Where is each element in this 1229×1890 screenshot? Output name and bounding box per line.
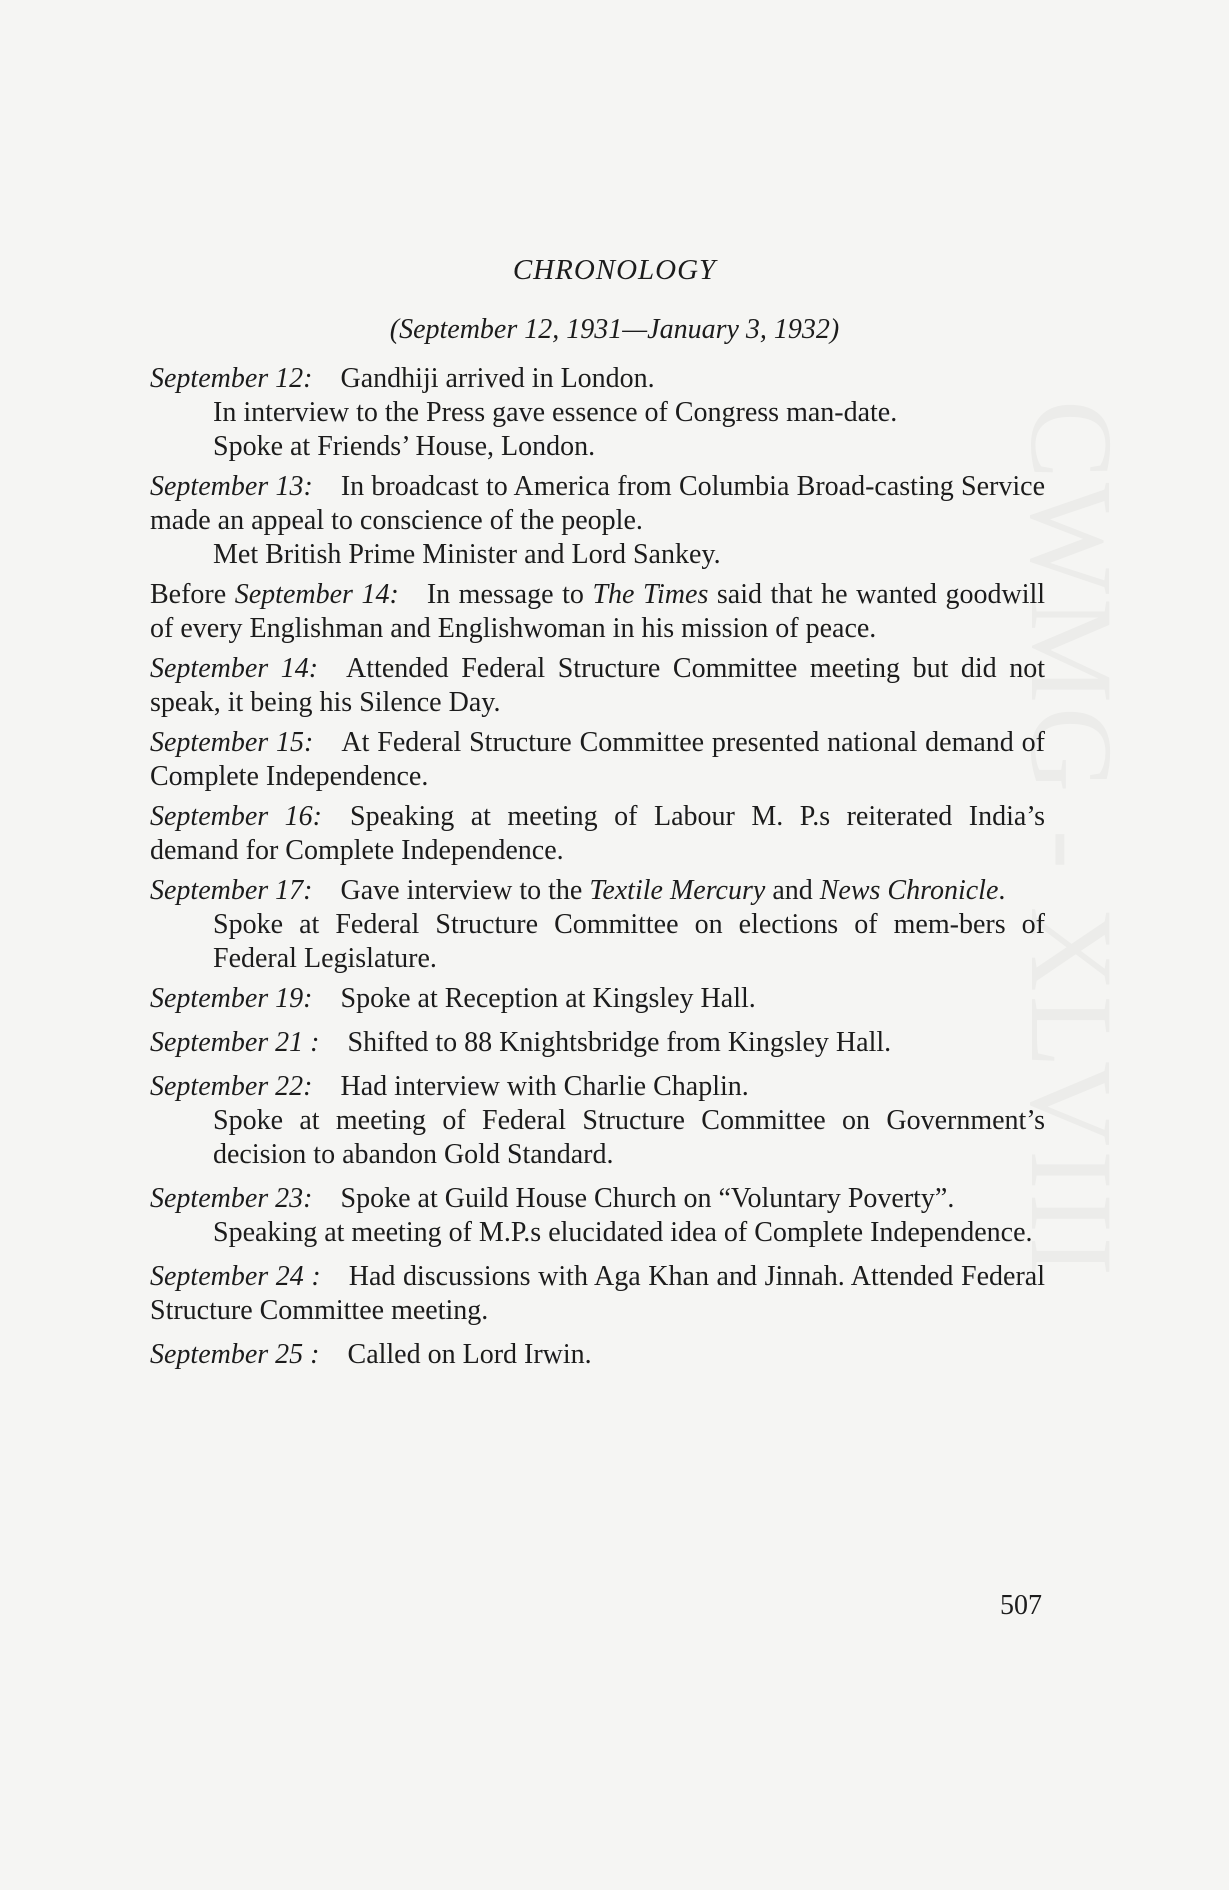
entry-first-line [150,726,1045,794]
entry-date: September 16: [150,801,323,832]
entry-first-line [150,982,1045,1016]
entry-date: September 13: [150,471,313,502]
entry-text: At Federal Structure Committee presented national demand of Complete Independence. [150,727,1045,792]
date-range-subtitle [0,314,1229,346]
entry-text: In message to [426,579,584,610]
chronology-entry [150,652,1045,720]
chronology-entry [150,800,1045,868]
chronology-entry [150,470,1045,572]
chronology-entry [150,362,1045,464]
entry-continuation: Spoke at Federal Structure Committee on elections of mem-bers of Federal Legislature. [213,909,1045,974]
entry-text: and [772,875,813,906]
entry-date: September 23: [150,1183,313,1214]
entry-prefix: Before [150,579,227,610]
chronology-entry [150,1260,1045,1328]
entry-first-line [150,800,1045,868]
entry-date: September 21 : [150,1027,320,1058]
entry-text-italic: News Chronicle [819,875,999,906]
entry-text: Spoke at Guild House Church on “Voluntary Poverty”. [340,1183,955,1214]
entry-continuation: Spoke at Friends’ House, London. [213,431,596,462]
entry-text-italic: The Times [592,579,709,610]
watermark-text: CWMG - XLVIII [1006,400,1137,1281]
entry-continuation: In interview to the Press gave essence of Congress man-date. [213,397,898,428]
chronology-list [150,362,1045,1378]
entry-date: September 14: [150,653,319,684]
entry-date: September 14: [234,579,399,610]
entry-first-line [150,1260,1045,1328]
chronology-entry [150,1026,1045,1060]
entry-text: Attended Federal Structure Committee meeting but did not speak, it being his Silence Day. [150,653,1045,718]
entry-date: September 22: [150,1071,313,1102]
entry-date: September 24 : [150,1261,321,1292]
entry-text: Called on Lord Irwin. [347,1339,592,1370]
page-number: 507 [1000,1590,1042,1621]
entry-date: September 17: [150,875,313,906]
page-title: CHRONOLOGY [512,254,717,286]
entry-date: September 12: [150,363,313,394]
entry-text: Gave interview to the [340,875,583,906]
entry-first-line [150,652,1045,720]
chronology-entry [150,874,1045,976]
entry-text: Gandhiji arrived in London. [340,363,655,394]
entry-text: Had discussions with Aga Khan and Jinnah. Attended Federal Structure Committee meeting. [150,1261,1045,1326]
entry-text: Speaking at meeting of Labour M. P.s reiterated India’s demand for Complete Independence. [150,801,1045,866]
chronology-entry [150,578,1045,646]
entry-continuation: Met British Prime Minister and Lord Sankey. [213,539,721,570]
chronology-entry [150,726,1045,794]
entry-first-line [150,470,1045,538]
chronology-entry [150,1338,1045,1372]
entry-continuation: Speaking at meeting of M.P.s elucidated idea of Complete Independence. [213,1217,1033,1248]
chronology-entry [150,1182,1045,1250]
entry-text: In broadcast to America from Columbia Broad-casting Service made an appeal to conscience of the people. [150,471,1045,536]
entry-date: September 15: [150,727,314,758]
entry-text-italic: Textile Mercury [589,875,766,906]
entry-date: September 25 : [150,1339,320,1370]
entry-first-line [150,1026,1045,1060]
entry-text: said that he wanted goodwill of every Englishman and Englishwoman in his mission of peace. [150,579,1046,644]
entry-first-line [150,1070,1045,1104]
entry-continuation: Spoke at meeting of Federal Structure Committee on Government’s decision to abandon Gold Standard. [213,1105,1045,1170]
chronology-entry [150,982,1045,1016]
date-range-text: (September 12, 1931—January 3, 1932) [389,314,840,345]
entry-text: Had interview with Charlie Chaplin. [340,1071,749,1102]
entry-first-line [150,1338,1045,1372]
entry-text: . [998,875,1006,906]
chronology-entry [150,1070,1045,1172]
entry-text: Shifted to 88 Knightsbridge from Kingsley Hall. [347,1027,892,1058]
entry-first-line [150,362,1045,396]
entry-first-line [150,578,1045,646]
entry-date: September 19: [150,983,313,1014]
entry-text: Spoke at Reception at Kingsley Hall. [340,983,756,1014]
entry-first-line [150,874,1045,908]
entry-first-line [150,1182,1045,1216]
